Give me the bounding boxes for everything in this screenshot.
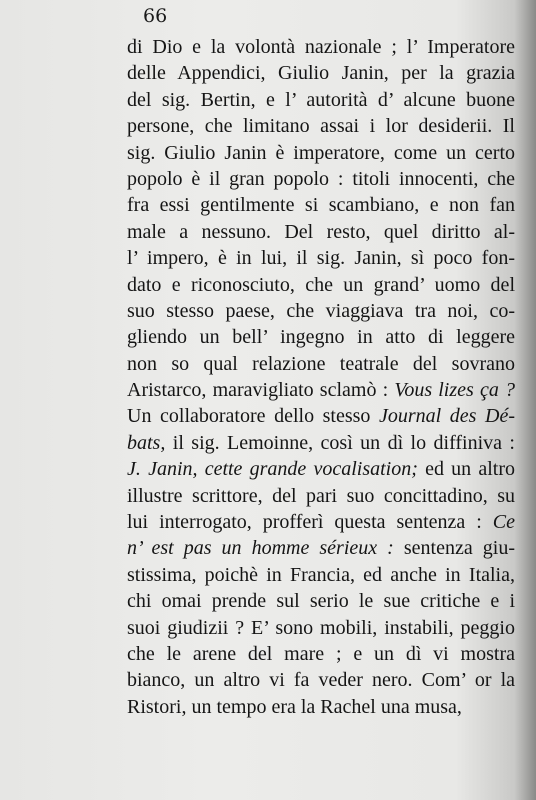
- italic-text: Journal des Dé-: [379, 405, 515, 428]
- text-line: [127, 87, 515, 113]
- body-text: [127, 34, 515, 720]
- text-line: [127, 377, 515, 403]
- italic-text: Vous lizes ça ?: [394, 379, 515, 402]
- text-segment: delle Appendici, Giulio Janin, per la grazia: [127, 62, 515, 85]
- italic-text: Ce: [492, 511, 515, 534]
- italic-text: J. Janin, cette grande vocalisation;: [127, 458, 418, 481]
- text-segment: stissima, poichè in Francia, ed anche in Italia,: [127, 563, 515, 586]
- text-segment: Un collaboratore dello stesso: [127, 405, 379, 428]
- text-line: [127, 298, 515, 324]
- text-line: [127, 140, 515, 166]
- text-segment: persone, che limitano assai i lor desiderii. Il: [127, 115, 515, 138]
- text-line: [127, 562, 515, 588]
- text-line: [127, 166, 515, 192]
- text-segment: ed un altro: [417, 458, 516, 481]
- text-segment: suoi giudizii ? E’ sono mobili, instabili, peggio: [127, 616, 515, 639]
- text-segment: chi omai prende sul serio le sue critiche e i: [127, 590, 515, 613]
- text-segment: il sig. Lemoinne, così un dì lo diffiniva :: [165, 431, 515, 454]
- text-line: [127, 324, 515, 350]
- text-segment: sentenza giu-: [393, 537, 515, 560]
- italic-text: n’ est pas un homme sérieux :: [127, 537, 394, 560]
- text-segment: lui interrogato, profferì questa sentenza :: [127, 511, 493, 534]
- text-segment: del sig. Bertin, e l’ autorità d’ alcune buone: [127, 88, 515, 111]
- text-line: [127, 272, 515, 298]
- text-line: [127, 219, 515, 245]
- text-line: [127, 588, 515, 614]
- text-line: [127, 509, 515, 535]
- text-line: [127, 192, 515, 218]
- text-segment: che le arene del mare ; e un dì vi mostra: [127, 642, 515, 665]
- italic-text: bats,: [127, 431, 166, 454]
- text-line: [127, 483, 515, 509]
- text-segment: dato e riconosciuto, che un grand’ uomo del: [127, 273, 515, 296]
- text-segment: gliendo un bell’ ingegno in atto di leggere: [127, 326, 515, 349]
- text-line: [127, 456, 515, 482]
- text-line: [127, 34, 515, 60]
- text-segment: popolo è il gran popolo : titoli innocenti, che: [127, 167, 515, 190]
- text-line: [127, 615, 515, 641]
- text-segment: illustre scrittore, del pari suo concittadino, su: [127, 484, 515, 507]
- text-segment: male a nessuno. Del resto, quel diritto al-: [127, 220, 515, 243]
- text-segment: fra essi gentilmente si scambiano, e non fan: [127, 194, 515, 217]
- text-segment: di Dio e la volontà nazionale ; l’ Imperatore: [127, 36, 515, 58]
- text-line: [127, 60, 515, 86]
- text-line: [127, 245, 515, 271]
- text-segment: Ristori, un tempo era la Rachel una musa,: [127, 695, 462, 718]
- text-segment: bianco, un altro vi fa veder nero. Com’ or la: [127, 669, 515, 692]
- text-segment: l’ impero, è in lui, il sig. Janin, sì poco fon-: [127, 247, 515, 270]
- text-segment: suo stesso paese, che viaggiava tra noi, co-: [127, 299, 515, 322]
- text-line: [127, 694, 515, 720]
- text-segment: Aristarco, maravigliato sclamò :: [127, 379, 395, 402]
- text-line: [127, 351, 515, 377]
- text-line: [127, 403, 515, 429]
- page-number: 66: [143, 5, 168, 27]
- text-line: [127, 641, 515, 667]
- text-segment: sig. Giulio Janin è imperatore, come un certo: [127, 141, 515, 164]
- text-segment: non so qual relazione teatrale del sovrano: [127, 352, 515, 375]
- text-line: [127, 113, 515, 139]
- text-line: [127, 430, 515, 456]
- text-line: [127, 667, 515, 693]
- text-line: [127, 535, 515, 561]
